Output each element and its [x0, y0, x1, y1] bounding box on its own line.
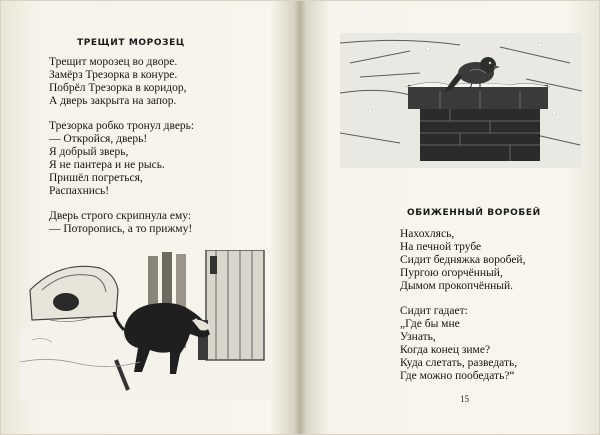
poem-line: Замёрз Трезорка в конуре.: [49, 69, 178, 81]
poem-line: Пургою огорчённый,: [400, 267, 503, 279]
poem-line: Нахохлясь,: [400, 228, 455, 240]
poem-line: „Где бы мне: [400, 318, 460, 330]
poem-line: Я добрый зверь,: [49, 146, 129, 158]
poem-line: Побрёл Трезорка в коридор,: [49, 82, 187, 94]
dog-at-door-illustration: [20, 250, 270, 400]
poem-line: Трещит морозец во дворе.: [49, 56, 178, 68]
poem-line: Где можно пообедать?“: [400, 370, 515, 382]
poem-body-left: [49, 56, 194, 236]
poem-title-left: ТРЕЩИТ МОРОЗЕЦ: [77, 38, 185, 48]
poem-body-right: [400, 228, 525, 383]
poem-line: Пришёл погреться,: [49, 172, 143, 184]
poem-line: — Поторопись, а то прижму!: [49, 223, 193, 235]
right-page: [300, 0, 600, 435]
poem-title-right: ОБИЖЕННЫЙ ВОРОБЕЙ: [407, 208, 541, 218]
poem-line: Я не пантера и не рысь.: [49, 159, 165, 171]
poem-line: Узнать,: [400, 331, 436, 343]
poem-line: Сидит гадает:: [400, 305, 468, 317]
sparrow-on-chimney-illustration: [340, 33, 582, 168]
poem-line: Сидит бедняжка воробей,: [400, 254, 526, 266]
poem-line: Распахнись!: [49, 185, 110, 197]
poem-line: Дымом прокопчённый.: [400, 280, 514, 292]
poem-line: Когда конец зиме?: [400, 344, 491, 356]
chimney: [406, 82, 550, 161]
poem-line: Куда слетать, разведать,: [400, 357, 518, 369]
poem-line: Трезорка робко тронул дверь:: [49, 120, 195, 132]
poem-line: Дверь строго скрипнула ему:: [49, 210, 192, 222]
poem-line: А дверь закрыта на запор.: [49, 95, 177, 107]
kennel: [30, 266, 118, 321]
poem-line: — Откройся, дверь!: [49, 133, 148, 145]
page-number: 15: [460, 394, 469, 404]
poem-line: На печной трубе: [400, 241, 482, 253]
